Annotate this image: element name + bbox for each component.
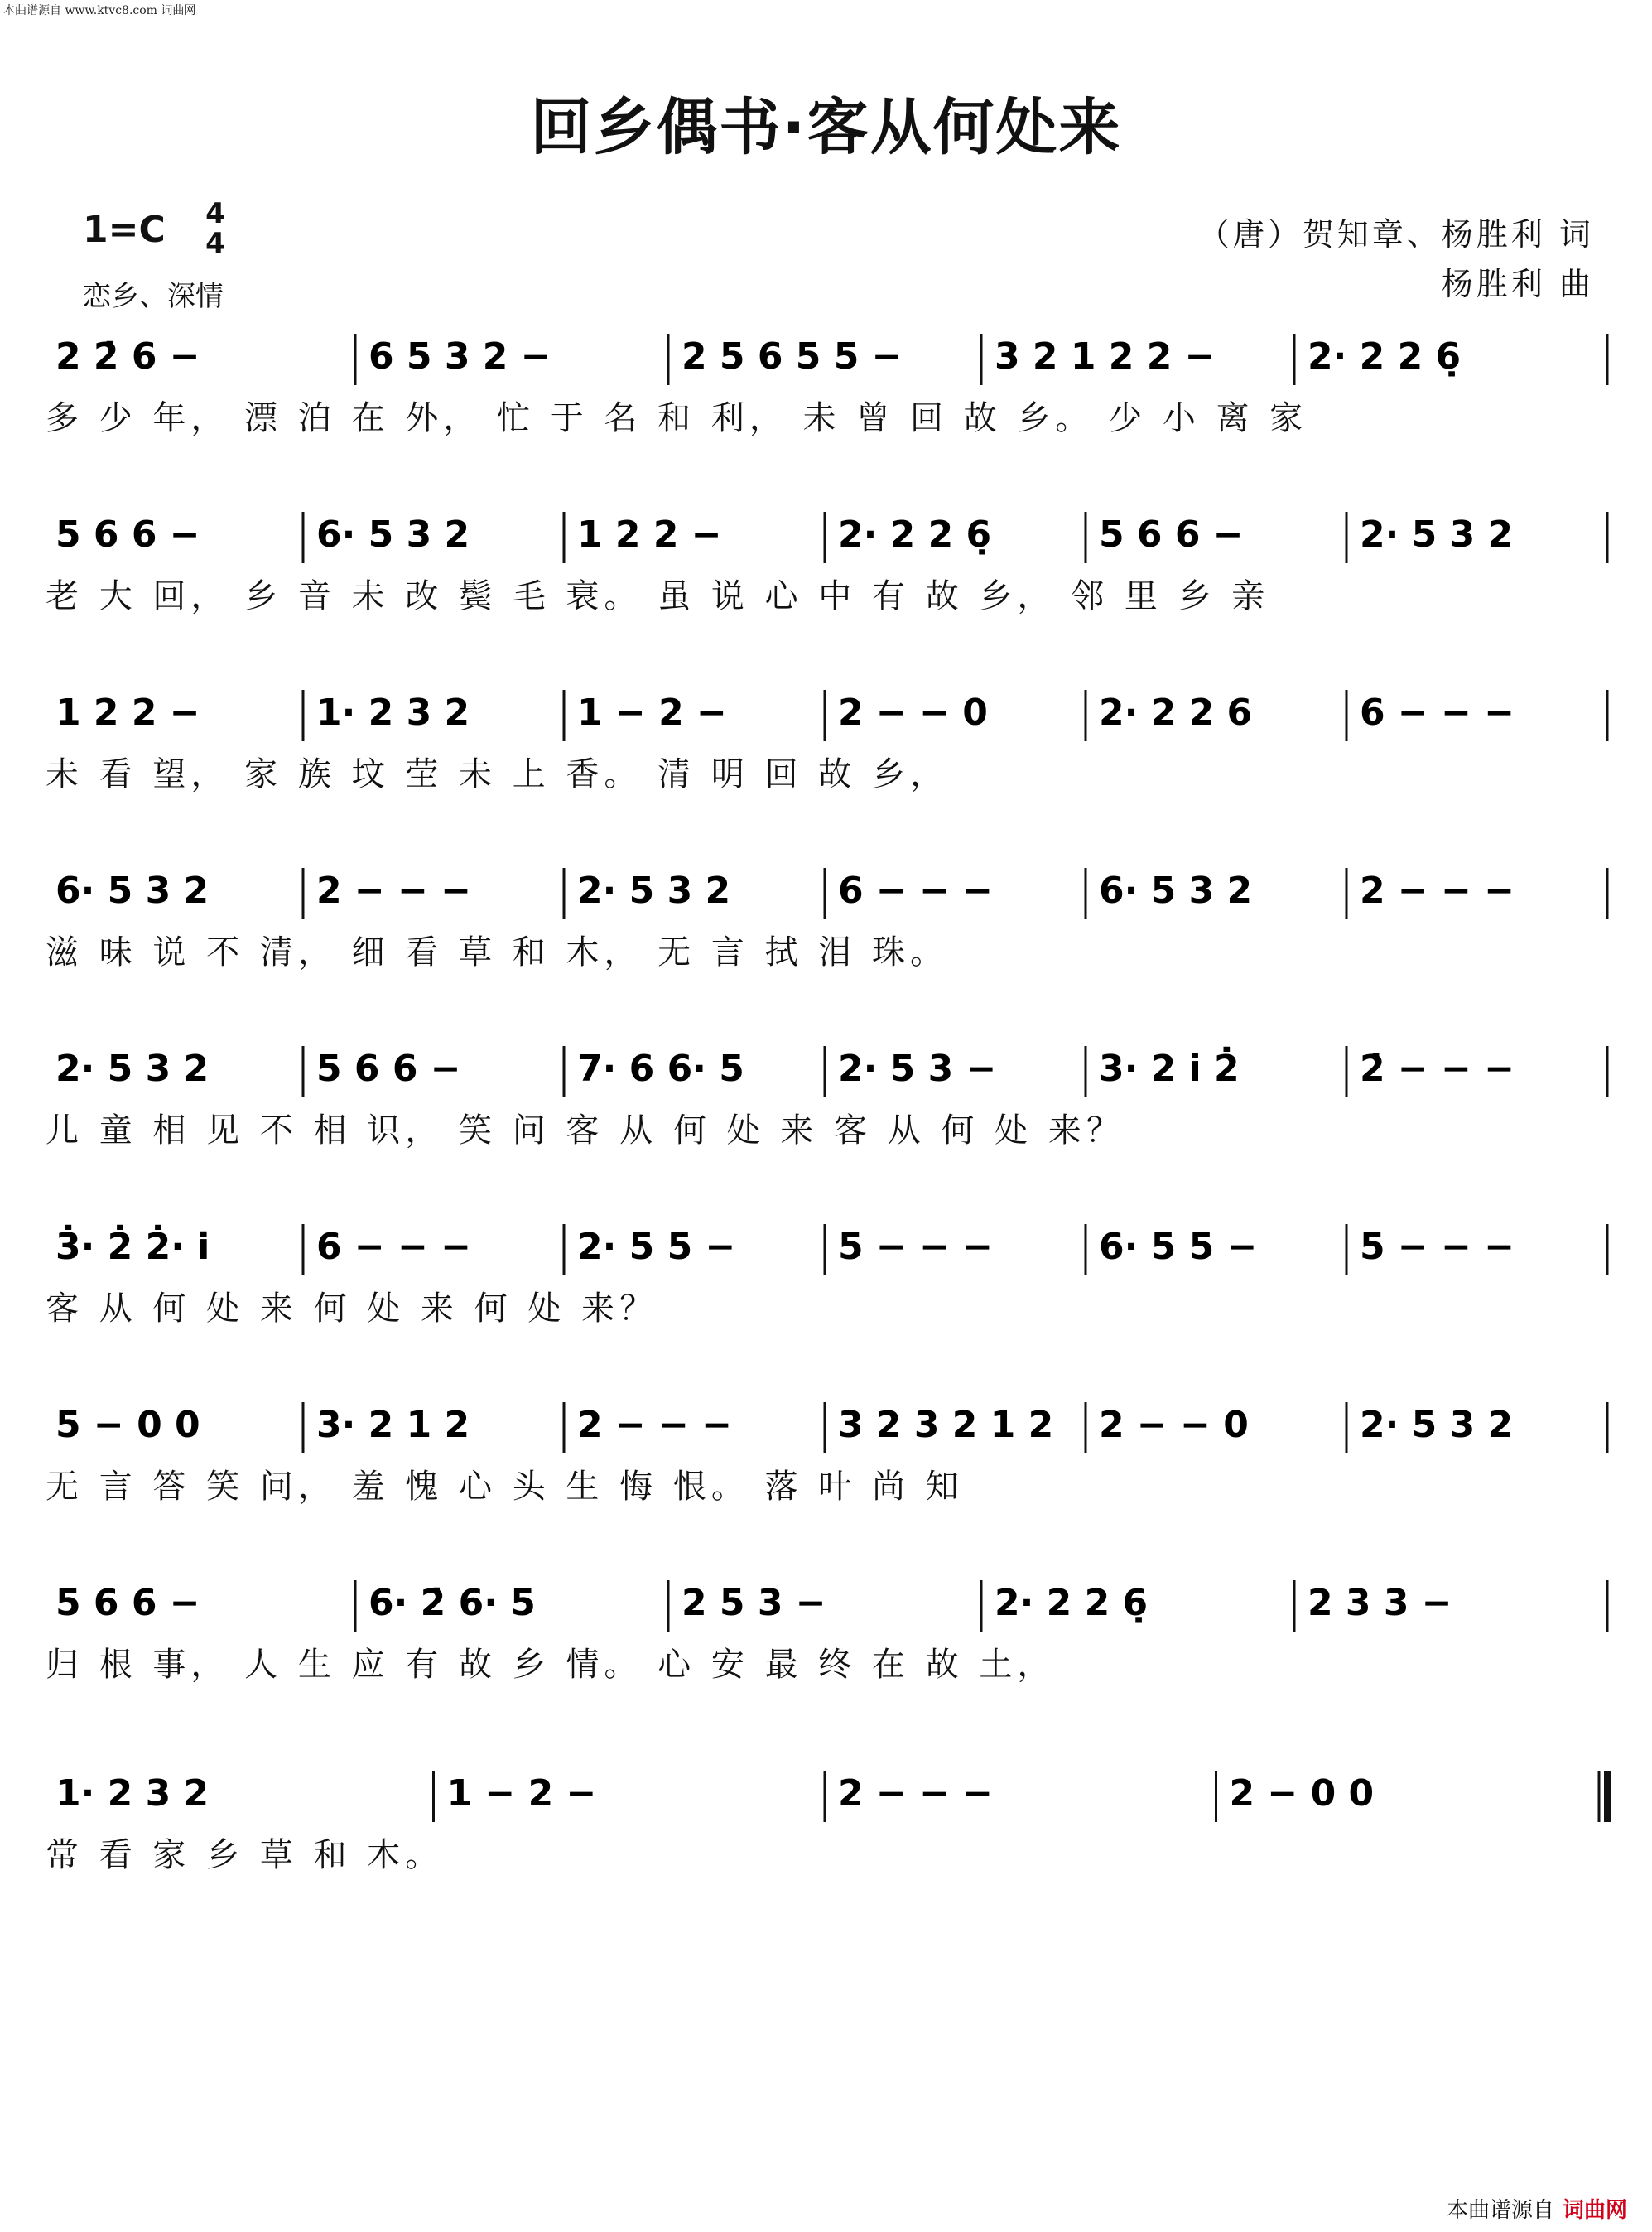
measure: 7· 6 6· 5 bbox=[577, 1048, 744, 1090]
lyrics-line: 多 少 年， 漂 泊 在 外， 忙 于 名 和 利， 未 曾 回 故 乡。 少 小 离 家 bbox=[46, 399, 1308, 437]
measure: 3· 2 i̇ 2̇ bbox=[1099, 1048, 1240, 1090]
measure: 2· 5 3 2 bbox=[577, 870, 731, 912]
lyrics-line: 无 言 答 笑 问， 羞 愧 心 头 生 悔 恨。 落 叶 尚 知 bbox=[46, 1468, 964, 1506]
measure: 5 6 6 − bbox=[55, 513, 200, 556]
score-system bbox=[46, 1396, 1611, 1561]
measure: 2· 5 5 − bbox=[577, 1226, 736, 1268]
footer bbox=[1447, 2193, 1627, 2224]
measure: 5 − − − bbox=[1360, 1226, 1515, 1268]
measure: 2· 5 3 2 bbox=[1360, 1404, 1514, 1446]
page-title: 回乡偶书·客从何处来 bbox=[530, 92, 1122, 163]
time-signature bbox=[199, 199, 232, 258]
measure: 5 6 6 − bbox=[55, 1582, 200, 1624]
site-header-label: 本曲谱源自 www.ktvc8.com 词曲网 bbox=[3, 4, 196, 17]
measure: 5 − 0 0 bbox=[55, 1404, 200, 1446]
system-measures bbox=[46, 861, 1611, 936]
score-system bbox=[46, 1039, 1611, 1205]
measure: 1 2 2 − bbox=[577, 513, 722, 556]
system-measures bbox=[46, 683, 1611, 758]
lyricist-credit: （唐）贺知章、杨胜利 词 bbox=[1197, 216, 1594, 253]
footer-brand-label: 词曲网 bbox=[1562, 2198, 1627, 2223]
measure: 2 2̇ 6 − bbox=[55, 335, 200, 378]
score-system bbox=[46, 1574, 1611, 1739]
measure: 3· 2 1 2 bbox=[316, 1404, 470, 1446]
measure: 6· 5 3 2 bbox=[316, 513, 470, 556]
score-system bbox=[46, 1764, 1611, 1930]
lyrics-line: 未 看 望， 家 族 坟 茔 未 上 香。 清 明 回 故 乡， bbox=[46, 755, 949, 793]
score-system bbox=[46, 861, 1611, 1027]
measure: 2· 2 2 6̣ bbox=[838, 513, 992, 556]
system-measures bbox=[46, 505, 1611, 580]
measure: 6 − − − bbox=[1360, 692, 1515, 734]
lyrics-line: 常 看 家 乡 草 和 木。 bbox=[46, 1836, 444, 1874]
measure: 2 − − 0 bbox=[1099, 1404, 1249, 1446]
measure: 5 − − − bbox=[838, 1226, 994, 1268]
score-system bbox=[46, 1217, 1611, 1383]
measure: 2· 2 2 6̣ bbox=[1308, 335, 1462, 378]
measure: 2 − − − bbox=[838, 1772, 994, 1815]
score-system bbox=[46, 327, 1611, 493]
system-measures bbox=[46, 1574, 1611, 1648]
measure: 3 2 3 2 1 2 bbox=[838, 1404, 1054, 1446]
measure: 3̇· 2̇ 2̇· i̇ bbox=[55, 1226, 210, 1268]
measure: 2 − − 0 bbox=[838, 692, 988, 734]
measure: 3 2 1 2 2 − bbox=[995, 335, 1216, 378]
measure: 6 5 3 2 − bbox=[368, 335, 551, 378]
lyrics-line: 老 大 回， 乡 音 未 改 鬓 毛 衰。 虽 说 心 中 有 故 乡， 邻 里 乡 亲 bbox=[46, 577, 1270, 615]
measure: 1· 2 3 2 bbox=[316, 692, 470, 734]
composer-credit: 杨胜利 曲 bbox=[1441, 266, 1594, 302]
lyrics-line: 儿 童 相 见 不 相 识， 笑 问 客 从 何 处 来 客 从 何 处 来？ bbox=[46, 1111, 1125, 1150]
measure: 6· 5 3 2 bbox=[55, 870, 210, 912]
score-system bbox=[46, 683, 1611, 849]
system-measures bbox=[46, 1396, 1611, 1470]
measure: 6 − − − bbox=[316, 1226, 472, 1268]
measure: 1 − 2 − bbox=[577, 692, 727, 734]
measure: 2 − − − bbox=[1360, 870, 1515, 912]
measure: 1 2 2 − bbox=[55, 692, 200, 734]
system-measures bbox=[46, 1764, 1611, 1839]
footer-source-label: 本曲谱源自 bbox=[1446, 2198, 1554, 2223]
measure: 2 5 6 5 5 − bbox=[682, 335, 903, 378]
lyrics-line: 归 根 事， 人 生 应 有 故 乡 情。 心 安 最 终 在 故 土， bbox=[46, 1646, 1056, 1684]
measure: 6· 5 3 2 bbox=[1099, 870, 1253, 912]
system-measures bbox=[46, 1039, 1611, 1114]
system-measures bbox=[46, 1217, 1611, 1292]
measure: 1· 2 3 2 bbox=[55, 1772, 210, 1815]
measure: 6· 5 5 − bbox=[1099, 1226, 1258, 1268]
tempo-marking: 恋乡、深情 bbox=[83, 280, 224, 313]
score-system bbox=[46, 505, 1611, 671]
measure: 2 3 3 − bbox=[1308, 1582, 1452, 1624]
measure: 6 − − − bbox=[838, 870, 994, 912]
measure: 2· 2 2 6 bbox=[1099, 692, 1253, 734]
measure: 1 − 2 − bbox=[446, 1772, 597, 1815]
measure: 2 − 0 0 bbox=[1229, 1772, 1375, 1815]
measure: 2· 5 3 2 bbox=[55, 1048, 210, 1090]
system-measures bbox=[46, 327, 1611, 402]
lyrics-line: 滋 味 说 不 清， 细 看 草 和 木， 无 言 拭 泪 珠。 bbox=[46, 933, 949, 971]
time-signature-top: 4 bbox=[205, 197, 225, 230]
measure: 2 − − − bbox=[316, 870, 472, 912]
measure: 2 − − − bbox=[577, 1404, 733, 1446]
measure: 5 6 6 − bbox=[1099, 513, 1244, 556]
measure: 2· 5 3 2 bbox=[1360, 513, 1514, 556]
key-signature: 1=C bbox=[83, 209, 166, 251]
measure: 2 5 3 − bbox=[682, 1582, 826, 1624]
measure: 2̇ − − − bbox=[1360, 1048, 1515, 1090]
lyrics-line: 客 从 何 处 来 何 处 来 何 处 来？ bbox=[46, 1290, 658, 1328]
measure: 5 6 6 − bbox=[316, 1048, 461, 1090]
measure: 2· 5 3 − bbox=[838, 1048, 997, 1090]
measure: 6· 2̇ 6· 5 bbox=[368, 1582, 536, 1624]
measure: 2· 2 2 6̣ bbox=[995, 1582, 1149, 1624]
time-signature-bottom: 4 bbox=[205, 227, 225, 260]
